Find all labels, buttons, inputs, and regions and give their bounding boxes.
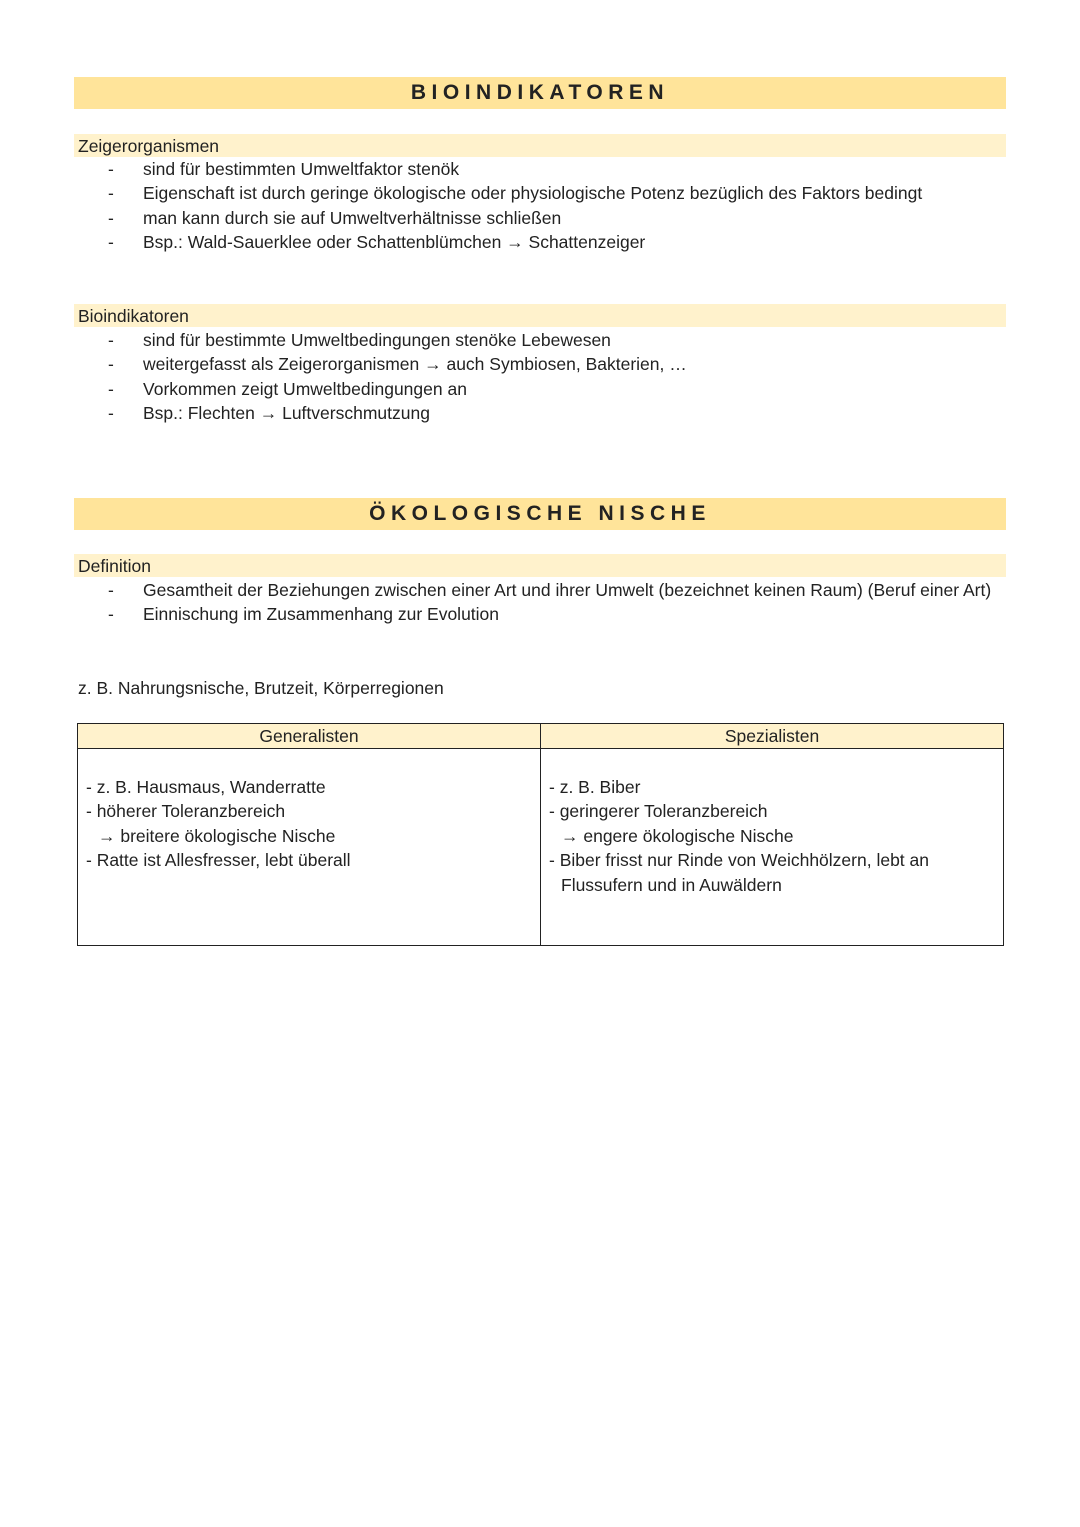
section-title-bioindikatoren: BIOINDIKATOREN: [74, 77, 1006, 109]
zeiger-list: [108, 157, 1008, 255]
heading-zeigerorganismen: Zeigerorganismen: [74, 134, 1006, 157]
cell-line: - z. B. Biber: [549, 777, 641, 797]
list-item: - man kann durch sie auf Umweltverhältnisse schließen: [108, 206, 1008, 230]
example-line: z. B. Nahrungsnische, Brutzeit, Körperregionen: [78, 678, 444, 698]
header-spezialisten: Spezialisten: [541, 724, 1004, 749]
cell-line: - z. B. Hausmaus, Wanderratte: [86, 777, 326, 797]
list-item: - Bsp.: Wald-Sauerklee oder Schattenblümchen → Schattenzeiger: [108, 230, 1008, 254]
comparison-table: [77, 723, 1004, 946]
header-generalisten: Generalisten: [78, 724, 541, 749]
cell-spezialisten: [541, 749, 1004, 946]
cell-line: → engere ökologische Nische: [561, 825, 794, 846]
cell-line: - geringerer Toleranzbereich: [549, 801, 768, 822]
dash-bullet: -: [108, 183, 114, 204]
list-item: - weitergefasst als Zeigerorganismen → auch Symbiosen, Bakterien, …: [108, 352, 1008, 376]
heading-bioindikatoren: Bioindikatoren: [74, 304, 1006, 327]
list-item: - sind für bestimmte Umweltbedingungen stenöke Lebewesen: [108, 328, 1008, 352]
bio-list: [108, 328, 1008, 426]
dash-bullet: -: [108, 378, 114, 399]
cell-line: Flussufern und in Auwäldern: [561, 874, 782, 895]
list-item: - Gesamtheit der Beziehungen zwischen einer Art und ihrer Umwelt (bezeichnet keinen Raum) (Beruf einer Art): [108, 578, 1008, 602]
heading-definition: Definition: [74, 554, 1006, 577]
dash-bullet: -: [108, 159, 114, 179]
list-item: - Vorkommen zeigt Umweltbedingungen an: [108, 377, 1008, 401]
dash-bullet: -: [108, 580, 114, 600]
section-title-oekologische-nische: ÖKOLOGISCHE NISCHE: [74, 498, 1006, 530]
cell-line: - Biber frisst nur Rinde von Weichhölzern, lebt an: [549, 850, 929, 871]
dash-bullet: -: [108, 232, 114, 253]
cell-line: - höherer Toleranzbereich: [86, 801, 286, 822]
definition-list: [108, 578, 1008, 627]
dash-bullet: -: [108, 604, 114, 625]
cell-generalisten: [78, 749, 541, 946]
dash-bullet: -: [108, 330, 114, 350]
list-item: - sind für bestimmten Umweltfaktor stenök: [108, 157, 1008, 181]
dash-bullet: -: [108, 207, 114, 228]
list-item: - Eigenschaft ist durch geringe ökologische oder physiologische Potenz bezüglich des Faktors bedingt: [108, 181, 1008, 205]
list-item: - Einnischung im Zusammenhang zur Evolution: [108, 602, 1008, 626]
list-item: - Bsp.: Flechten → Luftverschmutzung: [108, 401, 1008, 425]
dash-bullet: -: [108, 403, 114, 424]
table-header-row: [78, 724, 1004, 749]
cell-line: → breitere ökologische Nische: [98, 825, 336, 846]
cell-line: - Ratte ist Allesfresser, lebt überall: [86, 850, 351, 871]
table-row: [78, 749, 1004, 946]
dash-bullet: -: [108, 354, 114, 375]
